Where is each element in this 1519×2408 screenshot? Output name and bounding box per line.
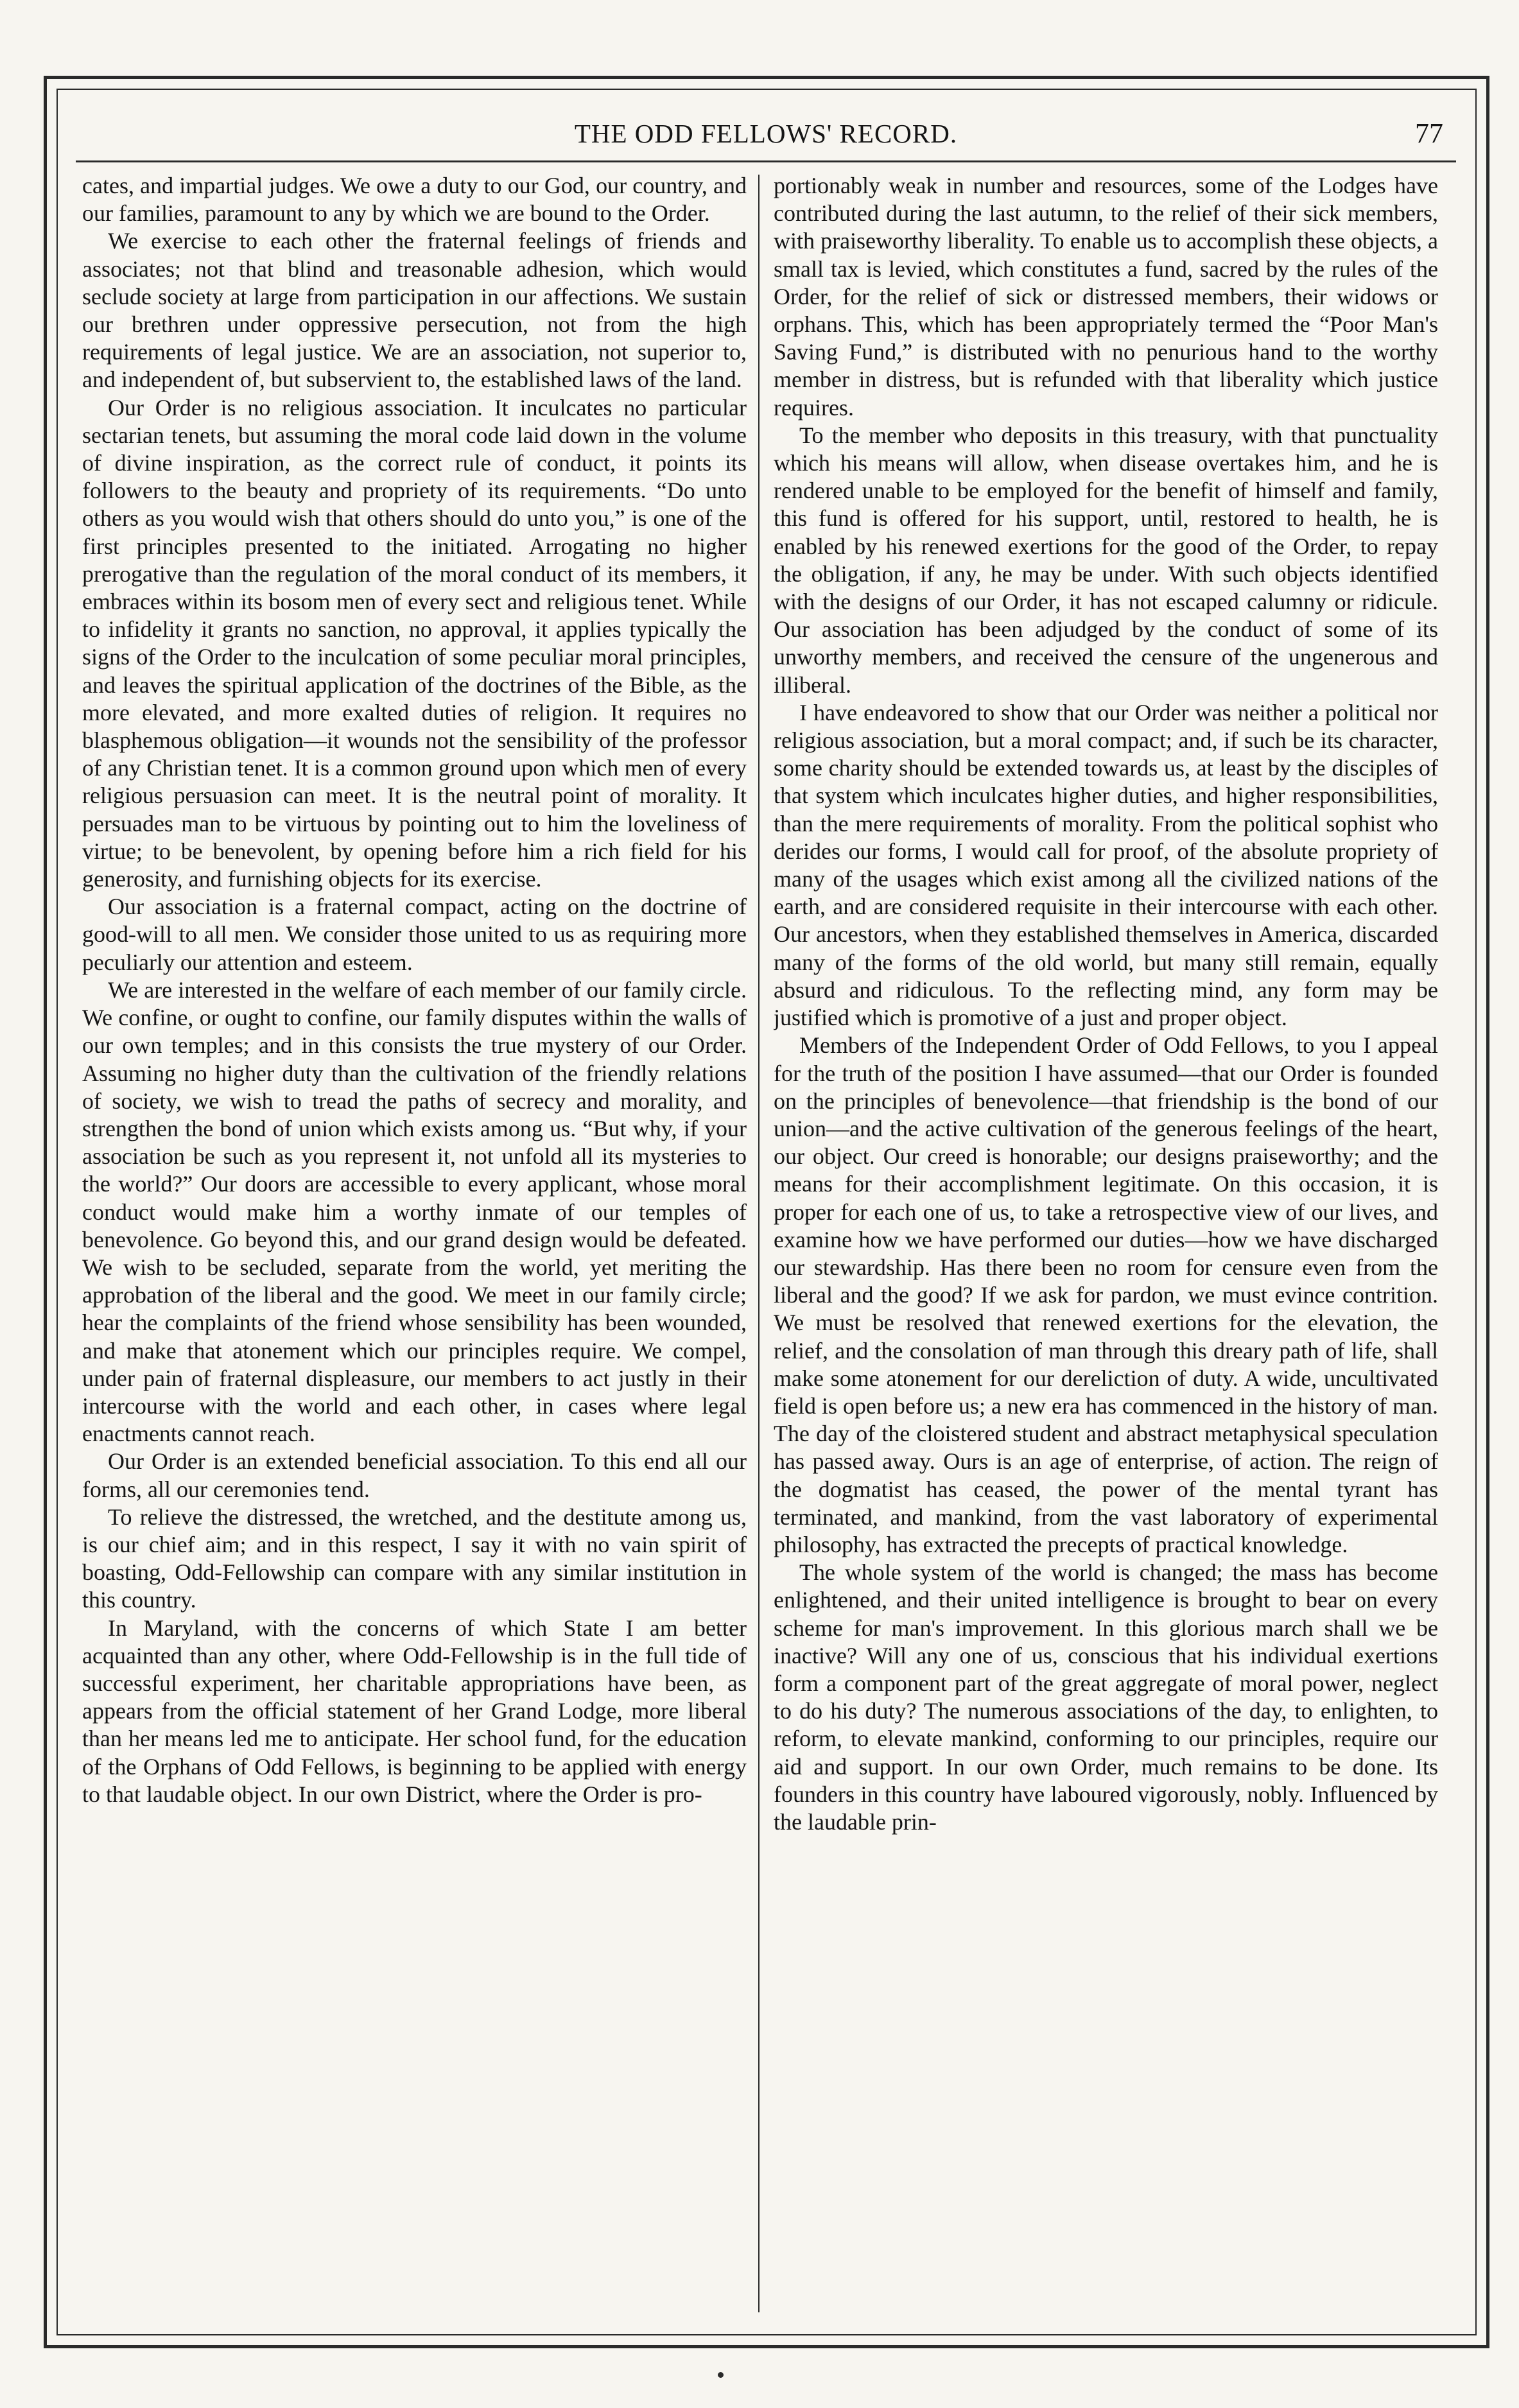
running-header <box>76 116 1456 160</box>
paragraph: We exercise to each other the fraternal feelings of friends and associates; not that blind and treasonable adhesion, which would seclude society at large from participation in our affections. We sustain our brethren under oppressive persecution, not from the high requirements of legal justice. We are an association, not superior to, and independent of, but subservient to, the established laws of the land. <box>82 228 747 393</box>
paragraph: I have endeavored to show that our Order was neither a political nor religious association, but a moral compact; and, if such be its character, some charity should be extended towards us, at least by the disciples of that system which inculcates higher duties, and higher responsibilities, than the mere requirements of morality. From the political sophist who derides our forms, I would call for proof, of the absolute propriety of many of the usages which exist among all the civilized nations of the earth, and are considered requisite in their intercourse with each other. Our ancestors, when they established themselves in America, discarded many of the forms of the old world, but many still remain, equally absurd and ridiculous. To the reflecting mind, any form may be justified which is promotive of a just and proper object. <box>774 699 1438 1031</box>
printer-dot <box>718 2372 724 2378</box>
paragraph: In Maryland, with the concerns of which State I am better acquainted than any other, where Odd-Fellowship is in the full tide of successful experiment, her charitable appropriations have been, as appears from the official statement of her Grand Lodge, more liberal than her means led me to anticipate. Her school fund, for the education of the Orphans of Odd Fellows, is beginning to be applied with energy to that laudable object. In our own District, where the Order is pro- <box>82 1615 747 1807</box>
paragraph: To the member who deposits in this treasury, with that punctuality which his means will allow, when disease overtakes him, and he is rendered unable to be employed for the benefit of himself and family, this fund is offered for his support, until, restored to health, he is enabled by his renewed exertions for the good of the Order, to repay the obligation, if any, he may be under. With such objects identified with the designs of our Order, it has not escaped calumny or ridicule. Our association has been adjudged by the conduct of some of its unworthy members, and received the censure of the ungenerous and illiberal. <box>774 422 1438 698</box>
paragraph: Members of the Independent Order of Odd Fellows, to you I appeal for the truth of the position I have assumed—that our Order is founded on the principles of benevolence—that friendship is the bond of our union—and the active cultivation of the generous feelings of the heart, our object. Our creed is honorable; our designs praiseworthy; and the means for their accomplishment legitimate. On this occasion, it is proper for each one of us, to take a retrospective view of our lives, and examine how we have performed our duties—how we have discharged our stewardship. Has there been no room for censure even from the liberal and the good? If we ask for pardon, we must evince contrition. We must be resolved that renewed exertions for the elevation, the relief, and the consolation of man through this dreary path of life, shall make some atonement for our dereliction of duty. A wide, uncultivated field is open before us; a new era has commenced in the history of man. The day of the cloistered student and abstract metaphysical speculation has passed away. Ours is an age of enterprise, of action. The reign of the dogmatist has ceased, the power of the mental tyrant has terminated, and mankind, from the vast laboratory of experimental philosophy, has extracted the precepts of practical knowledge. <box>774 1032 1438 1557</box>
header-rule <box>76 160 1456 162</box>
paragraph: The whole system of the world is changed; the mass has become enlightened, and their united intelligence is brought to bear on every scheme for man's improvement. In this glorious march shall we be inactive? Will any one of us, conscious that his individual exertions form a component part of the great aggregate of moral power, neglect to do his duty? The numerous associations of the day, to enlighten, to reform, to elevate mankind, conforming to our principles, require our aid and support. In our own Order, much remains to be done. Its founders in this country have laboured vigorously, nobly. Influenced by the laudable prin- <box>774 1559 1438 1835</box>
paragraph: Our Order is no religious association. It inculcates no particular sectarian tenets, but assuming the moral code laid down in the volume of divine inspiration, as the correct rule of conduct, it points its followers to the beauty and propriety of its requirements. “Do unto others as you would wish that others should do unto you,” is one of the first principles presented to the initiated. Arrogating no higher prerogative than the regulation of the moral conduct of its members, it embraces within its bosom men of every sect and religious tenet. While to infidelity it grants no sanction, no approval, it applies typically the signs of the Order to the inculcation of some peculiar moral principles, and leaves the spiritual application of the doctrines of the Bible, as the more elevated, and more exalted duties of religion. It requires no blasphemous obligation—it wounds not the sensibility of the professor of any Christian tenet. It is a common ground upon which men of every religious persuasion can meet. It is the neutral point of morality. It persuades man to be virtuous by pointing out to him the loveliness of virtue; to be benevolent, by opening before him a rich field for his generosity, and furnishing objects for its exercise. <box>82 394 747 892</box>
paragraph: portionably weak in number and resources, some of the Lodges have contributed during the last autumn, to the relief of their sick members, with praiseworthy liberality. To enable us to accomplish these objects, a small tax is levied, which constitutes a fund, sacred by the rules of the Order, for the relief of sick or distressed members, their widows or orphans. This, which has been appropriately termed the “Poor Man's Saving Fund,” is distributed with no penurious hand to the worthy member in distress, but is refunded with that liberality which justice requires. <box>774 173 1438 420</box>
paragraph: Our Order is an extended beneficial association. To this end all our forms, all our ceremonies tend. <box>82 1448 747 1502</box>
paragraph: Our association is a fraternal compact, acting on the doctrine of good-will to all men. We consider those united to us as requiring more peculiarly our attention and esteem. <box>82 894 747 975</box>
left-column <box>82 172 747 2316</box>
right-column <box>774 172 1438 2316</box>
paragraph: We are interested in the welfare of each member of our family circle. We confine, or ought to confine, our family disputes within the walls of our own temples; and in this consists the true mystery of our Order. Assuming no higher duty than the cultivation of the friendly relations of society, we wish to tread the paths of secrecy and morality, and strengthen the bond of union which exists among us. “But why, if your association be such as you represent it, not unfold all its mysteries to the world?” Our doors are accessible to every applicant, whose moral conduct would make him a worthy inmate of our temples of benevolence. Go beyond this, and our grand design would be defeated. We wish to be secluded, separate from the world, yet meriting the approbation of the liberal and the good. We meet in our family circle; hear the complaints of the friend whose sensibility has been wounded, and make that atonement which our principles require. We compel, under pain of fraternal displeasure, our members to act justly in their intercourse with the world and each other, in cases where legal enactments cannot reach. <box>82 976 747 1447</box>
page-number: 77 <box>1415 117 1443 149</box>
journal-title: THE ODD FELLOWS' RECORD. <box>574 119 958 148</box>
paragraph: cates, and impartial judges. We owe a duty to our God, our country, and our families, paramount to any by which we are bound to the Order. <box>82 173 747 227</box>
column-divider <box>758 175 759 2312</box>
paragraph: To relieve the distressed, the wretched, and the destitute among us, is our chief aim; and in this respect, I say it with no vain spirit of boasting, Odd-Fellowship can compare with any similar institution in this country. <box>82 1503 747 1613</box>
